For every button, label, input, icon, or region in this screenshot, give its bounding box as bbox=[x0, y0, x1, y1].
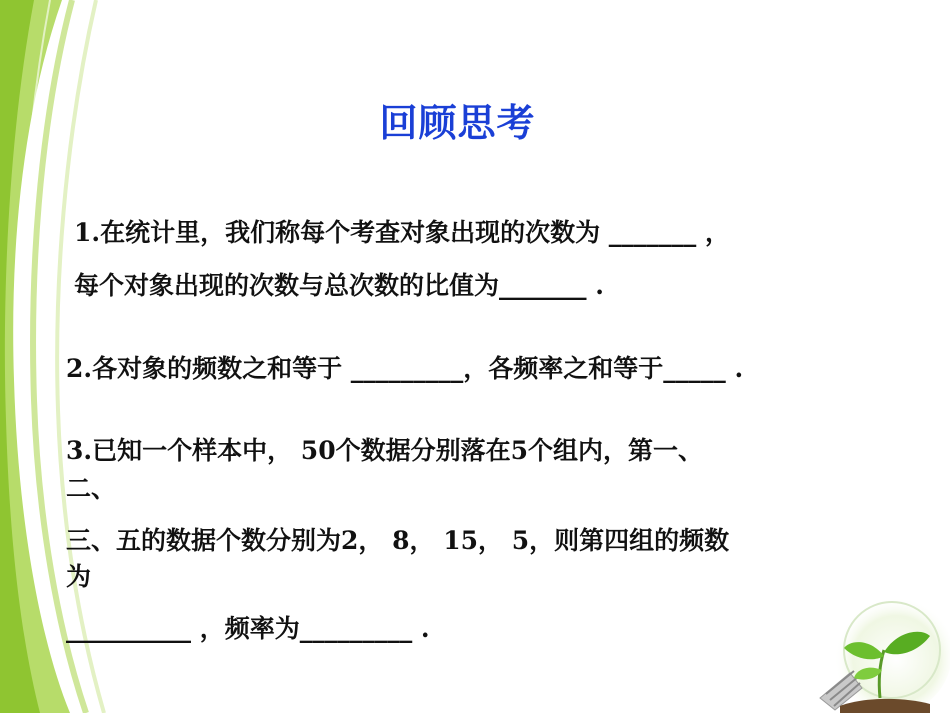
question-3-line-3: 三、五的数据个数分别为2， 8， 15， 5，则第四组的频数 bbox=[66, 526, 730, 555]
question-1-line-2: 每个对象出现的次数与总次数的比值为_______ . bbox=[74, 271, 604, 300]
question-3-line-5: __________ ，频率为_________ . bbox=[66, 614, 430, 643]
question-3-line-2: 二、 bbox=[66, 474, 117, 503]
sprout-bulb-decoration bbox=[780, 578, 950, 713]
question-3-line-4: 为 bbox=[66, 562, 92, 591]
question-3-line-1: 3.已知一个样本中， 50个数据分别落在5个组内，第一、 bbox=[66, 436, 703, 465]
slide-title: 回顾思考 bbox=[379, 101, 536, 145]
question-2-line: 2.各对象的频数之和等于 _________，各频率之和等于_____ . bbox=[66, 354, 744, 383]
question-1-line-1: 1.在统计里，我们称每个考查对象出现的次数为 _______ ， bbox=[74, 218, 731, 247]
